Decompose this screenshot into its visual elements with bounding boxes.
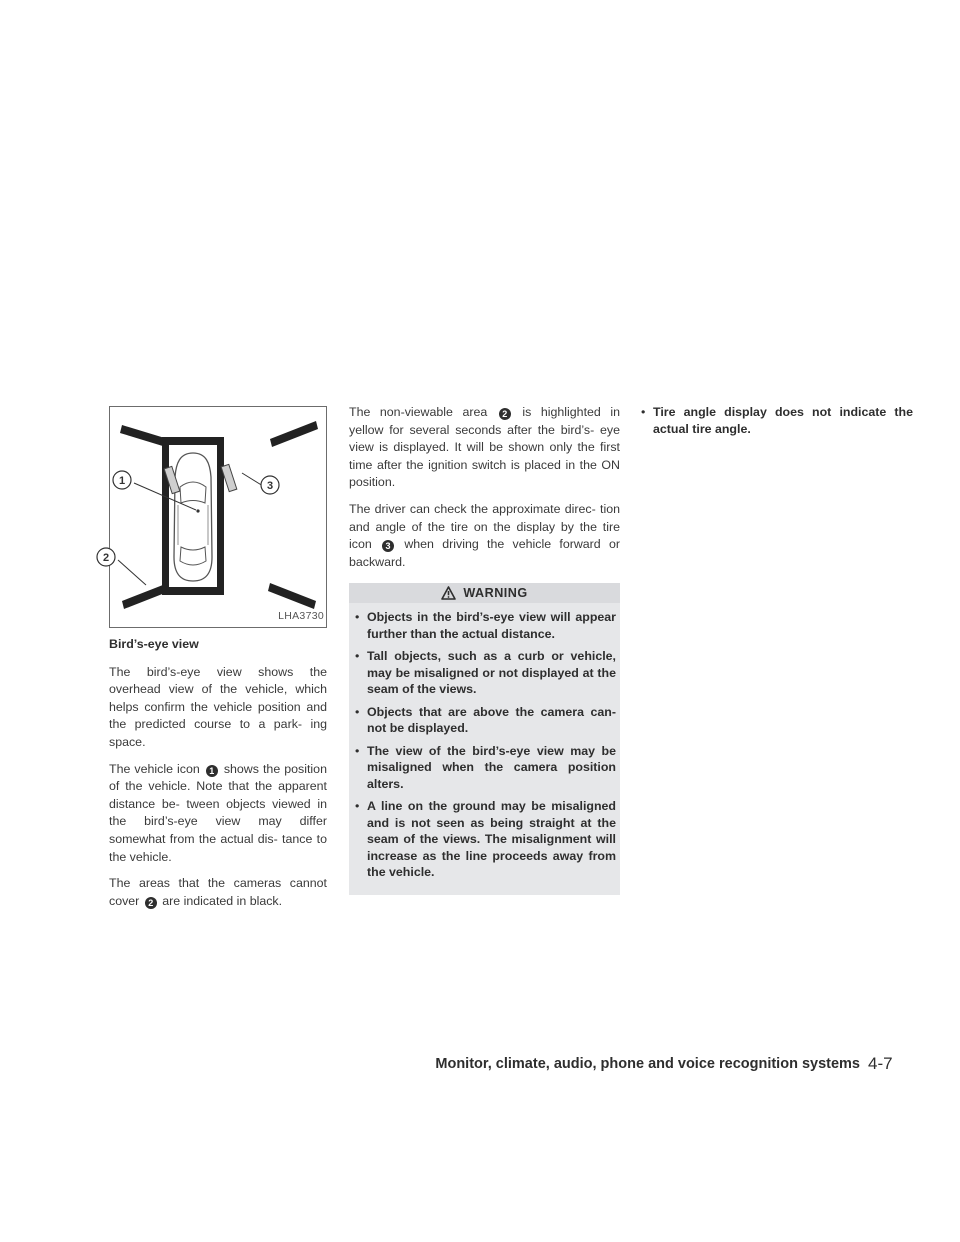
- warning-title: WARNING: [463, 586, 528, 601]
- paragraph: The areas that the cameras cannot cover 2 are indicated in black.: [109, 876, 327, 908]
- callout-number-icon: 2: [145, 897, 157, 909]
- figure-id: LHA3730: [278, 610, 324, 623]
- callout-number-icon: 3: [382, 540, 394, 552]
- list-item: • A line on the ground may be misaligned and is not seen as being straight at the seam of the views. The misalignment will increase as the line proceeds away from the vehicle.: [353, 798, 616, 881]
- warning-list: [349, 603, 620, 891]
- paragraph: The driver can check the approximate direc- tion and angle of the tire on the display by the tire icon 3 when driving the vehicle forward or backward.: [349, 501, 620, 569]
- section-title: Monitor, climate, audio, phone and voice recognition systems: [435, 1056, 860, 1072]
- caution-list: [639, 404, 913, 437]
- warning-header: [349, 583, 620, 603]
- section-heading: Bird’s-eye view: [109, 637, 199, 651]
- callout-number-icon: 2: [499, 408, 511, 420]
- list-item: • Objects that are above the camera can- not be displayed.: [353, 704, 616, 737]
- page-number: 4-7: [868, 1054, 893, 1073]
- paragraph: The bird’s-eye view shows the overhead view of the vehicle, which helps confirm the vehicle position and the predicted course to a park- ing space.: [109, 664, 327, 749]
- paragraph: The vehicle icon 1 shows the position of the vehicle. Note that the apparent distance be- tween objects viewed in the bird’s-eye view may differ somewhat from the actual dis- tance to the vehicle.: [109, 761, 327, 864]
- left-column: [102, 406, 327, 919]
- list-item: • Tire angle display does not indicate the actual tire angle.: [639, 404, 913, 437]
- page-footer: [0, 1056, 960, 1076]
- callout-1-label: 1: [118, 475, 126, 487]
- right-column: [639, 404, 913, 443]
- callout-3-label: 3: [266, 480, 274, 492]
- callout-2-label: 2: [102, 552, 110, 564]
- birds-eye-illustration: [102, 407, 328, 629]
- warning-triangle-icon: [441, 586, 456, 600]
- list-item: • Tall objects, such as a curb or vehicle, may be misaligned or not displayed at the seam of the views.: [353, 648, 616, 698]
- list-item: • Objects in the bird’s-eye view will appear further than the actual distance.: [353, 609, 616, 642]
- paragraph: The non-viewable area 2 is highlighted in yellow for several seconds after the bird’s- eye view is displayed. It will be shown only the first time after the ignition switch is placed in the ON position.: [349, 405, 620, 490]
- warning-box: [349, 583, 620, 895]
- birds-eye-diagram: [102, 406, 327, 628]
- list-item: • The view of the bird’s-eye view may be misaligned when the camera position alters.: [353, 743, 616, 793]
- callout-number-icon: 1: [206, 765, 218, 777]
- middle-column: [349, 404, 620, 895]
